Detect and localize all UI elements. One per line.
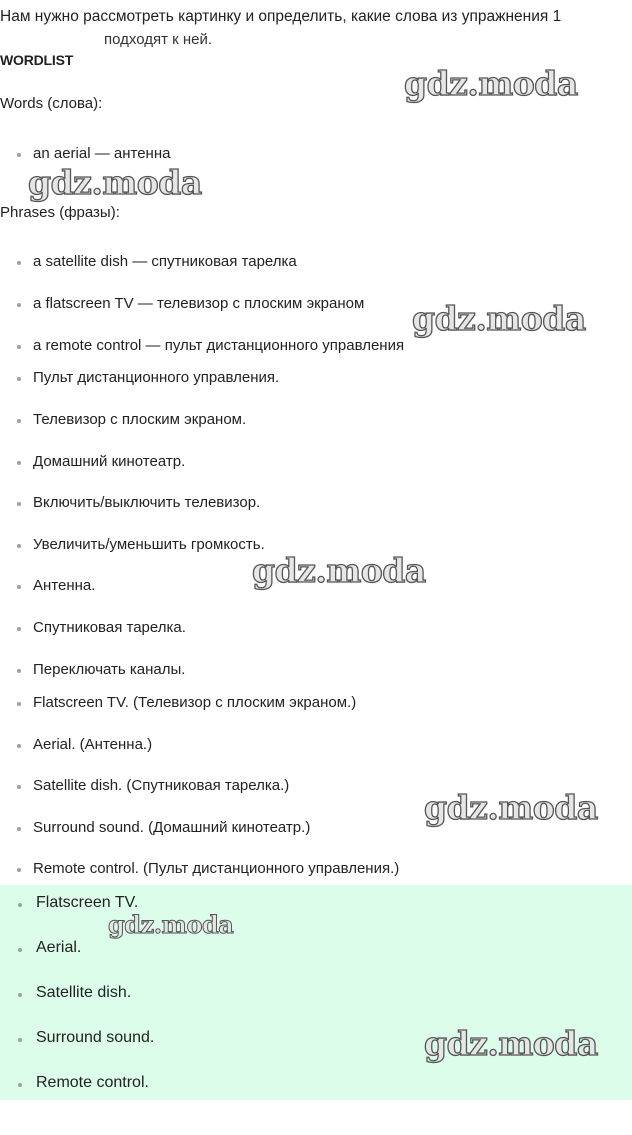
list-item: an aerial — антенна: [33, 145, 171, 162]
list-item: Пульт дистанционного управления.: [33, 369, 280, 386]
list-item: Переключать каналы.: [33, 661, 186, 678]
list-item: Surround sound.: [36, 1029, 155, 1046]
answer-box: [0, 885, 632, 1100]
list-item: Увеличить/уменьшить громкость.: [33, 536, 265, 553]
watermark-logo: gdz.moda: [28, 163, 202, 202]
phrases-label: Phrases (фразы):: [0, 204, 120, 221]
watermark-logo: gdz.moda: [108, 910, 234, 939]
list-item: Flatscreen TV. (Телевизор с плоским экраном.): [33, 694, 357, 711]
list-item: a satellite dish — спутниковая тарелка: [33, 253, 297, 270]
words-label: Words (слова):: [0, 95, 103, 112]
list-item: Remote control.: [36, 1074, 149, 1091]
list-item: Телевизор с плоским экраном.: [33, 411, 247, 428]
watermark-logo: gdz.moda: [412, 299, 586, 338]
intro-clipped-text: подходят к ней.: [104, 31, 213, 48]
list-item: Включить/выключить телевизор.: [33, 494, 261, 511]
intro-text: Нам нужно рассмотреть картинку и определить, какие слова из упражнения 1: [0, 8, 562, 25]
list-item: Flatscreen TV.: [36, 894, 139, 911]
intro-clipped-line: [0, 31, 632, 49]
list-item: Remote control. (Пульт дистанционного управления.): [33, 860, 400, 877]
list-item: Satellite dish. (Спутниковая тарелка.): [33, 777, 290, 794]
list-item: Спутниковая тарелка.: [33, 619, 186, 636]
watermark-logo: gdz.moda: [252, 551, 426, 590]
list-item: a remote control — пульт дистанционного управления: [33, 337, 405, 354]
list-item: Surround sound. (Домашний кинотеатр.): [33, 819, 311, 836]
watermark-logo: gdz.moda: [424, 788, 598, 827]
list-item: Satellite dish.: [36, 984, 132, 1001]
list-item: Aerial. (Антенна.): [33, 736, 153, 753]
wordlist-heading: WORDLIST: [0, 52, 74, 68]
list-item: Домашний кинотеатр.: [33, 453, 186, 470]
watermark-logo: gdz.moda: [404, 64, 578, 103]
list-item: Антенна.: [33, 577, 96, 594]
watermark-logo: gdz.moda: [424, 1024, 598, 1063]
list-item: Aerial.: [36, 939, 82, 956]
list-item: a flatscreen TV — телевизор с плоским экраном: [33, 295, 365, 312]
